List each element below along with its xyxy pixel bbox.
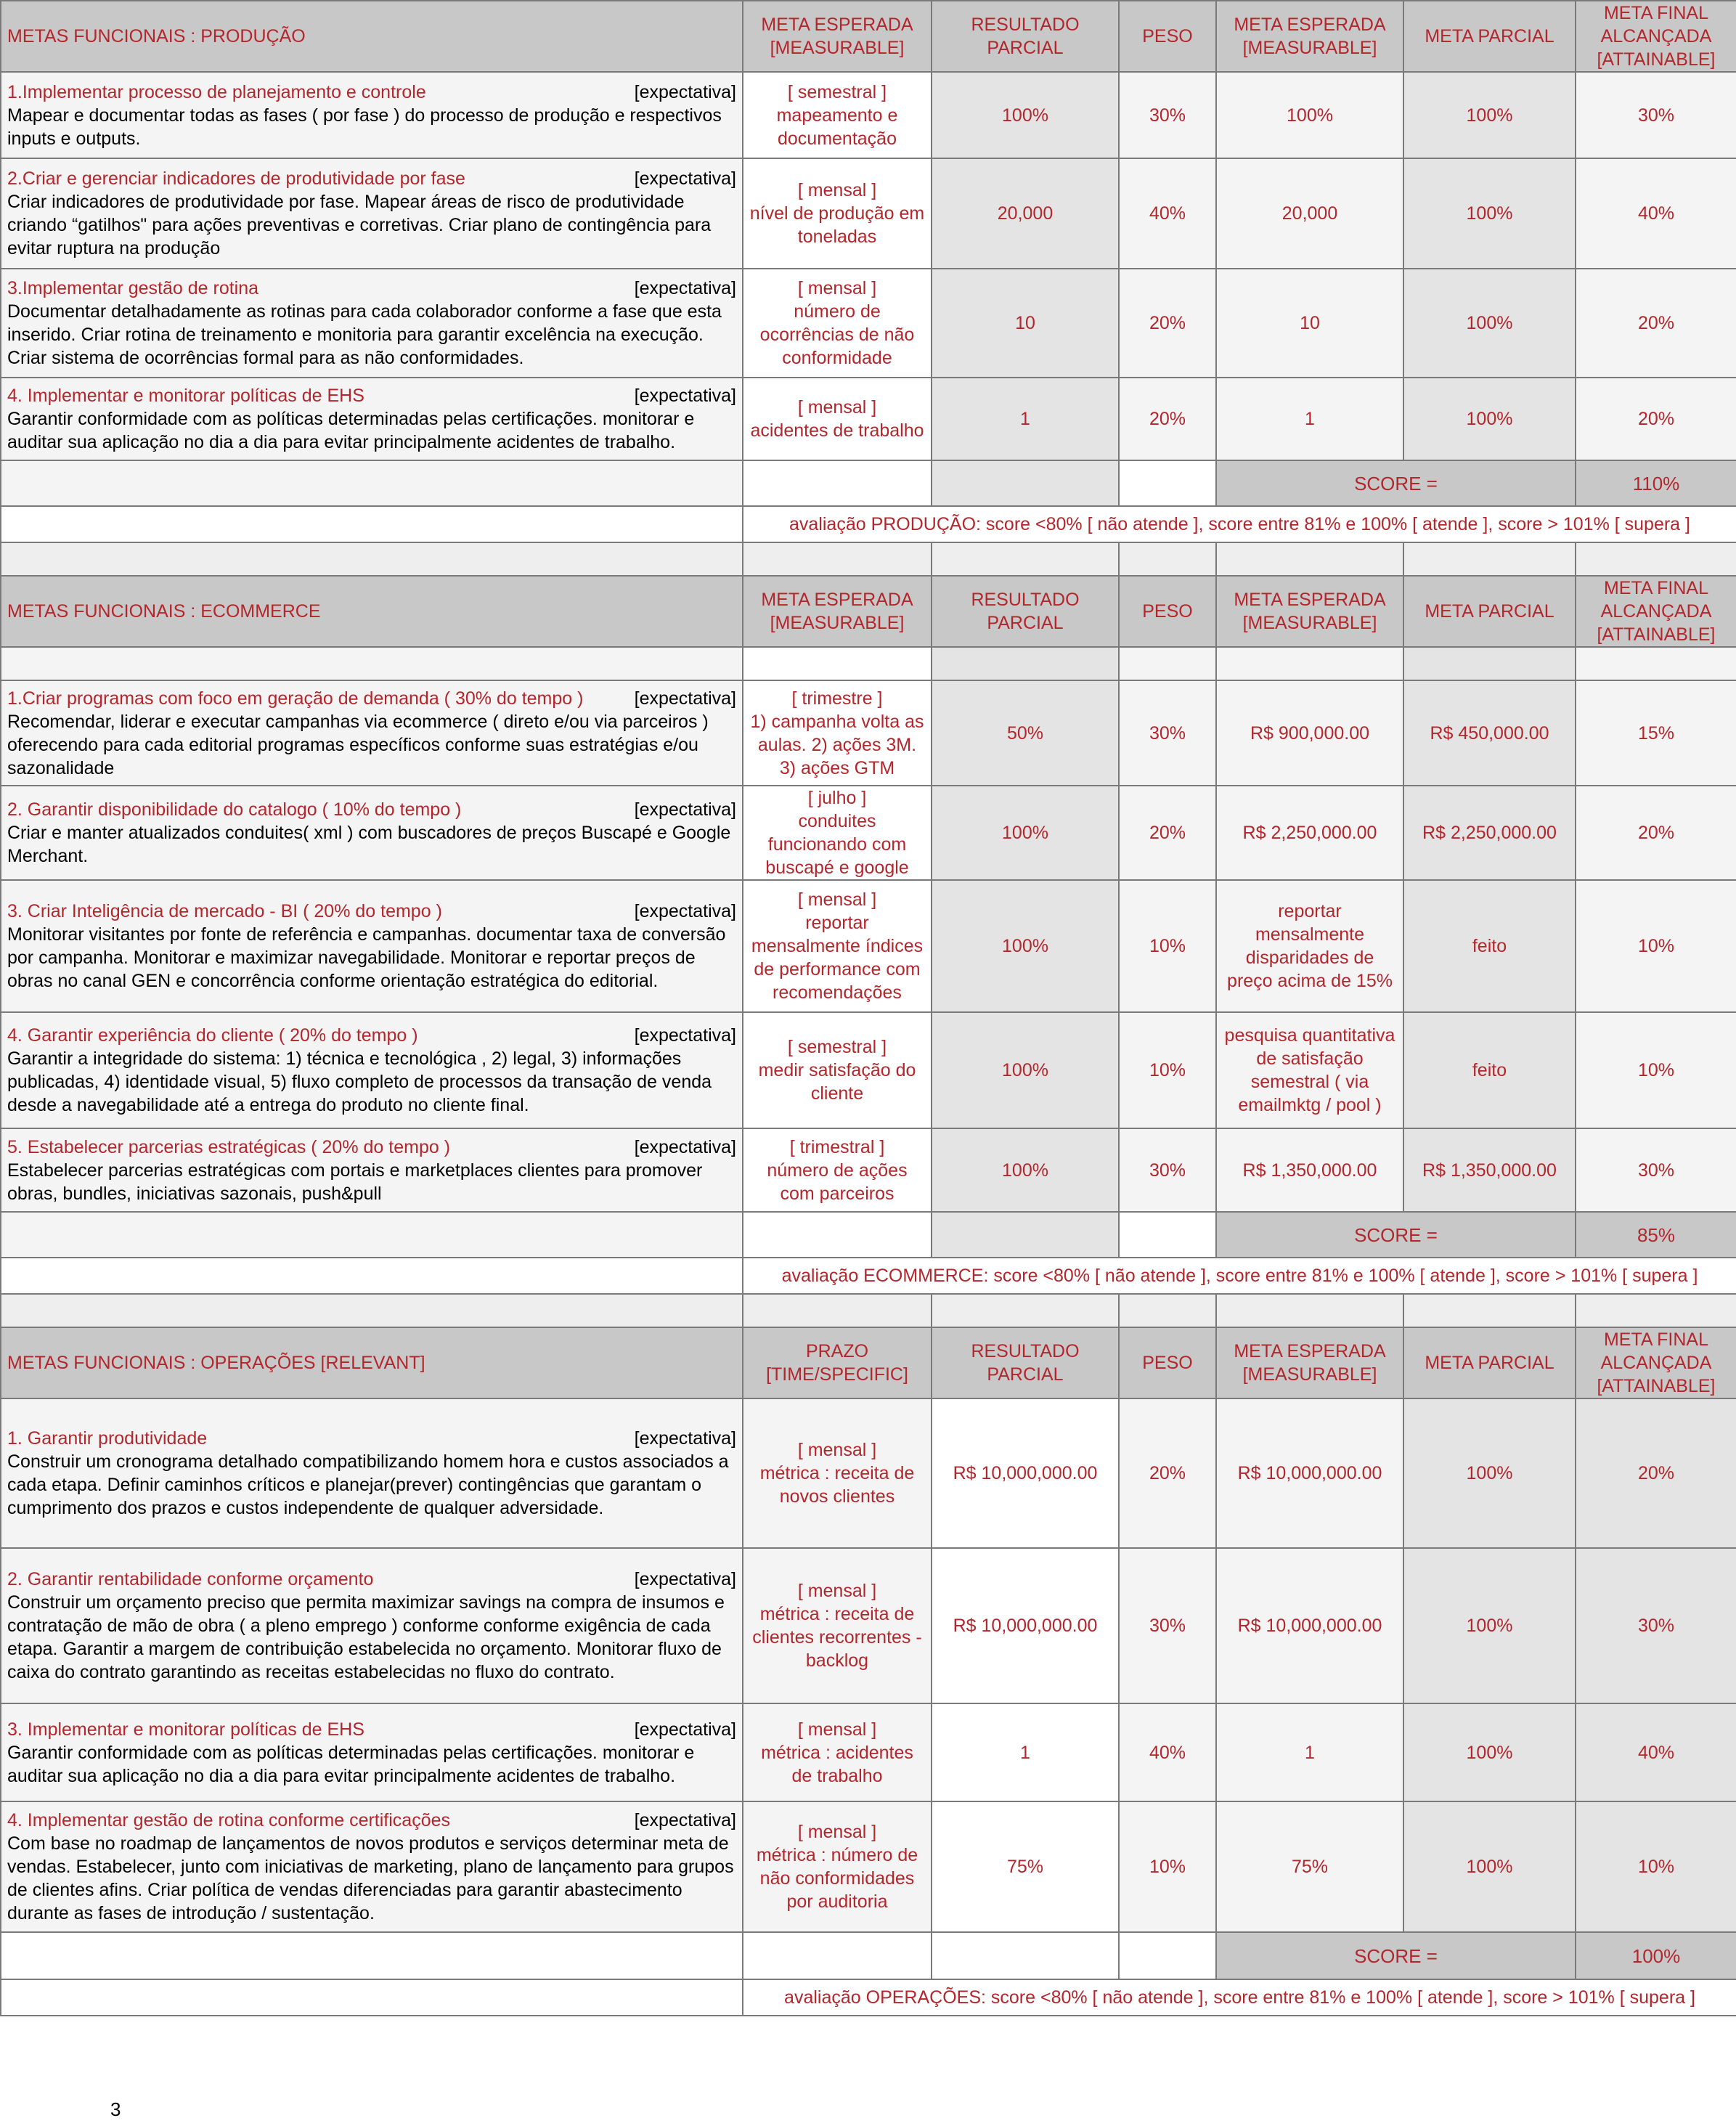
col-meta-esperada: META ESPERADA [MEASURABLE] bbox=[743, 576, 932, 647]
blank-cell bbox=[1, 460, 743, 506]
meta-esperada-cell: pesquisa quantitativa de satisfação semestral ( via emailmktg / pool ) bbox=[1216, 1012, 1403, 1128]
col-peso: PESO bbox=[1119, 1, 1216, 72]
meta-esperada-cell: R$ 2,250,000.00 bbox=[1216, 786, 1403, 880]
table-row bbox=[1, 1128, 1736, 1212]
peso-cell: 10% bbox=[1119, 1801, 1216, 1932]
resultado-cell: 100% bbox=[932, 880, 1119, 1012]
resultado-cell: 20,000 bbox=[932, 158, 1119, 269]
meta-parcial-cell: 100% bbox=[1403, 1548, 1576, 1703]
spacer-row bbox=[1, 542, 1736, 576]
goal-cell: 2.Criar e gerenciar indicadores de produtividade por fase [expectativa] Criar indicadores de produtividade por fase. Mapear áreas de risco de produtividade criando “gatilhos" para ações preventivas e corretivas. Criar plano de contingência para evitar ruptura na produção bbox=[1, 158, 743, 269]
score-row bbox=[1, 1212, 1736, 1258]
meta-esperada-cell: R$ 900,000.00 bbox=[1216, 680, 1403, 786]
resultado-cell: 100% bbox=[932, 1012, 1119, 1128]
col-peso: PESO bbox=[1119, 576, 1216, 647]
meta-final-cell: 20% bbox=[1576, 269, 1736, 378]
peso-cell: 20% bbox=[1119, 1398, 1216, 1548]
meta-final-cell: 30% bbox=[1576, 72, 1736, 158]
blank-cell bbox=[1403, 1294, 1576, 1327]
meta-parcial-cell: 100% bbox=[1403, 1703, 1576, 1801]
blank-cell bbox=[1, 1294, 743, 1327]
peso-cell: 30% bbox=[1119, 1128, 1216, 1212]
col-meta-parcial: META PARCIAL bbox=[1403, 576, 1576, 647]
blank-cell bbox=[1, 506, 743, 542]
table-row bbox=[1, 269, 1736, 378]
blank-cell bbox=[743, 647, 932, 680]
blank-cell bbox=[1, 542, 743, 576]
goal-cell: 3.Implementar gestão de rotina [expectativa] Documentar detalhadamente as rotinas para cada colaborador conforme a fase que esta inserido. Criar rotina de treinamento e monitoria para garantir excelência na execução. Criar sistema de ocorrências formal para as não conformidades. bbox=[1, 269, 743, 378]
meta-final-cell: 30% bbox=[1576, 1548, 1736, 1703]
table-row bbox=[1, 1548, 1736, 1703]
peso-cell: 20% bbox=[1119, 378, 1216, 460]
meta-final-cell: 10% bbox=[1576, 880, 1736, 1012]
blank-cell bbox=[1216, 1294, 1403, 1327]
meta-final-cell: 20% bbox=[1576, 378, 1736, 460]
meta-esperada-cell: 100% bbox=[1216, 72, 1403, 158]
goal-cell: 4. Implementar gestão de rotina conforme certificações [expectativa] Com base no roadmap de lançamentos de novos produtos e serviços determinar meta de vendas. Estabelecer, junto com iniciativas de marketing, plano de lançamento para grupos de clientes afins. Criar política de vendas diferenciadas para garantir abastecimento durante as fases de introdução / sustentação. bbox=[1, 1801, 743, 1932]
meta-parcial-cell: R$ 450,000.00 bbox=[1403, 680, 1576, 786]
table-row bbox=[1, 1703, 1736, 1801]
col-prazo: PRAZO [TIME/SPECIFIC] bbox=[743, 1327, 932, 1398]
blank-cell bbox=[1, 1932, 743, 1979]
meta-esperada-cell: R$ 10,000,000.00 bbox=[1216, 1548, 1403, 1703]
measure-cell: [ mensal ] acidentes de trabalho bbox=[743, 378, 932, 460]
peso-cell: 10% bbox=[1119, 880, 1216, 1012]
table-row bbox=[1, 680, 1736, 786]
resultado-cell: 100% bbox=[932, 786, 1119, 880]
blank-cell bbox=[932, 647, 1119, 680]
spacer-row bbox=[1, 1294, 1736, 1327]
score-row bbox=[1, 460, 1736, 506]
meta-esperada-cell: 1 bbox=[1216, 378, 1403, 460]
score-label: SCORE = bbox=[1216, 1932, 1576, 1979]
table-row bbox=[1, 1398, 1736, 1548]
peso-cell: 30% bbox=[1119, 72, 1216, 158]
meta-esperada-cell: reportar mensalmente disparidades de preço acima de 15% bbox=[1216, 880, 1403, 1012]
meta-parcial-cell: 100% bbox=[1403, 1801, 1576, 1932]
section-header-ecommerce bbox=[1, 576, 1736, 647]
evaluation-row bbox=[1, 1258, 1736, 1294]
meta-final-cell: 10% bbox=[1576, 1012, 1736, 1128]
measure-cell: [ semestral ] medir satisfação do cliente bbox=[743, 1012, 932, 1128]
blank-cell bbox=[1576, 647, 1736, 680]
blank-cell bbox=[1576, 1294, 1736, 1327]
measure-cell: [ trimestre ] 1) campanha volta as aulas. 2) ações 3M. 3) ações GTM bbox=[743, 680, 932, 786]
meta-parcial-cell: 100% bbox=[1403, 1398, 1576, 1548]
meta-final-cell: 40% bbox=[1576, 1703, 1736, 1801]
measure-cell: [ mensal ] métrica : número de não conformidades por auditoria bbox=[743, 1801, 932, 1932]
measure-cell: [ mensal ] métrica : receita de clientes recorrentes - backlog bbox=[743, 1548, 932, 1703]
meta-esperada-cell: 20,000 bbox=[1216, 158, 1403, 269]
resultado-cell: 50% bbox=[932, 680, 1119, 786]
blank-cell bbox=[743, 460, 932, 506]
goal-cell: 2. Garantir rentabilidade conforme orçamento [expectativa] Construir um orçamento preciso que permita maximizar savings na compra de insumos e contratação de mão de obra ( a pleno emprego ) conforme conforme exigência de cada etapa. Garantir a margem de contribuição estabelecida no orçamento. Monitorar fluxo de caixa do contrato garantindo as receitas estabelecidas no fluxo do contrato. bbox=[1, 1548, 743, 1703]
measure-cell: [ mensal ] reportar mensalmente índices de performance com recomendações bbox=[743, 880, 932, 1012]
evaluation-text: avaliação ECOMMERCE: score <80% [ não atende ], score entre 81% e 100% [ atende ], score > 101% [ supera ] bbox=[743, 1258, 1736, 1294]
table-row bbox=[1, 158, 1736, 269]
resultado-cell: 1 bbox=[932, 378, 1119, 460]
meta-parcial-cell: feito bbox=[1403, 880, 1576, 1012]
blank-cell bbox=[1119, 647, 1216, 680]
col-resultado-parcial: RESULTADO PARCIAL bbox=[932, 1327, 1119, 1398]
resultado-cell: 10 bbox=[932, 269, 1119, 378]
section-header-operacoes bbox=[1, 1327, 1736, 1398]
blank-cell bbox=[1119, 1212, 1216, 1258]
blank-cell bbox=[1216, 542, 1403, 576]
goal-cell: 3. Criar Inteligência de mercado - BI ( 20% do tempo ) [expectativa] Monitorar visitantes por fonte de referência e campanhas. documentar taxa de conversão por campanha. Monitorar e maximizar navegabilidade. Monitorar e reportar preços de obras no canal GEN e concorrência conforme orientação estratégica do editorial. bbox=[1, 880, 743, 1012]
table-row bbox=[1, 880, 1736, 1012]
blank-cell bbox=[743, 1294, 932, 1327]
blank-cell bbox=[1403, 647, 1576, 680]
goal-cell: 1. Garantir produtividade [expectativa] Construir um cronograma detalhado compatibilizando homem hora e custos associados a cada etapa. Definir caminhos críticos e planejar(prever) contingências que garantam o cumprimento dos prazos e custos independente de qualquer adversidade. bbox=[1, 1398, 743, 1548]
measure-cell: [ mensal ] nível de produção em toneladas bbox=[743, 158, 932, 269]
blank-cell bbox=[1, 1212, 743, 1258]
col-meta-final: META FINAL ALCANÇADA [ATTAINABLE] bbox=[1576, 1, 1736, 72]
evaluation-row bbox=[1, 506, 1736, 542]
goal-cell: 4. Implementar e monitorar políticas de EHS [expectativa] Garantir conformidade com as políticas determinadas pelas certificações. monitorar e auditar sua aplicação no dia a dia para evitar principalmente acidentes de trabalho. bbox=[1, 378, 743, 460]
table-row bbox=[1, 1012, 1736, 1128]
blank-cell bbox=[1119, 1932, 1216, 1979]
peso-cell: 10% bbox=[1119, 1012, 1216, 1128]
score-label: SCORE = bbox=[1216, 1212, 1576, 1258]
blank-cell bbox=[1119, 460, 1216, 506]
blank-cell bbox=[1119, 542, 1216, 576]
meta-esperada-cell: 10 bbox=[1216, 269, 1403, 378]
blank-cell bbox=[743, 1212, 932, 1258]
blank-cell bbox=[1, 647, 743, 680]
meta-final-cell: 20% bbox=[1576, 1398, 1736, 1548]
peso-cell: 20% bbox=[1119, 786, 1216, 880]
meta-parcial-cell: 100% bbox=[1403, 269, 1576, 378]
evaluation-text: avaliação OPERAÇÕES: score <80% [ não atende ], score entre 81% e 100% [ atende ], score > 101% [ supera ] bbox=[743, 1979, 1736, 2016]
measure-cell: [ mensal ] número de ocorrências de não conformidade bbox=[743, 269, 932, 378]
blank-cell bbox=[932, 1294, 1119, 1327]
meta-parcial-cell: R$ 1,350,000.00 bbox=[1403, 1128, 1576, 1212]
resultado-cell: 100% bbox=[932, 72, 1119, 158]
measure-cell: [ semestral ] mapeamento e documentação bbox=[743, 72, 932, 158]
peso-cell: 40% bbox=[1119, 158, 1216, 269]
blank-cell bbox=[932, 460, 1119, 506]
col-meta-parcial: META PARCIAL bbox=[1403, 1, 1576, 72]
evaluation-row bbox=[1, 1979, 1736, 2016]
measure-cell: [ julho ] conduites funcionando com buscapé e google bbox=[743, 786, 932, 880]
blank-cell bbox=[932, 1932, 1119, 1979]
meta-parcial-cell: R$ 2,250,000.00 bbox=[1403, 786, 1576, 880]
score-label: SCORE = bbox=[1216, 460, 1576, 506]
col-meta-esperada-2: META ESPERADA [MEASURABLE] bbox=[1216, 576, 1403, 647]
goal-cell: 2. Garantir disponibilidade do catalogo ( 10% do tempo ) [expectativa] Criar e manter atualizados conduites( xml ) com buscadores de preços Buscapé e Google Merchant. bbox=[1, 786, 743, 880]
col-peso: PESO bbox=[1119, 1327, 1216, 1398]
meta-final-cell: 30% bbox=[1576, 1128, 1736, 1212]
resultado-cell: 1 bbox=[932, 1703, 1119, 1801]
col-meta-esperada-2: META ESPERADA [MEASURABLE] bbox=[1216, 1, 1403, 72]
col-resultado-parcial: RESULTADO PARCIAL bbox=[932, 576, 1119, 647]
resultado-cell: 75% bbox=[932, 1801, 1119, 1932]
blank-cell bbox=[932, 1212, 1119, 1258]
col-meta-final: META FINAL ALCANÇADA [ATTAINABLE] bbox=[1576, 576, 1736, 647]
blank-cell bbox=[1119, 1294, 1216, 1327]
blank-cell bbox=[932, 542, 1119, 576]
resultado-cell: R$ 10,000,000.00 bbox=[932, 1398, 1119, 1548]
measure-cell: [ mensal ] métrica : acidentes de trabalho bbox=[743, 1703, 932, 1801]
col-meta-esperada-2: META ESPERADA [MEASURABLE] bbox=[1216, 1327, 1403, 1398]
blank-cell bbox=[743, 542, 932, 576]
col-resultado-parcial: RESULTADO PARCIAL bbox=[932, 1, 1119, 72]
col-meta-esperada: META ESPERADA [MEASURABLE] bbox=[743, 1, 932, 72]
section-title: METAS FUNCIONAIS : OPERAÇÕES [RELEVANT] bbox=[1, 1327, 743, 1398]
resultado-cell: R$ 10,000,000.00 bbox=[932, 1548, 1119, 1703]
meta-final-cell: 10% bbox=[1576, 1801, 1736, 1932]
peso-cell: 40% bbox=[1119, 1703, 1216, 1801]
meta-final-cell: 40% bbox=[1576, 158, 1736, 269]
peso-cell: 30% bbox=[1119, 680, 1216, 786]
meta-parcial-cell: 100% bbox=[1403, 72, 1576, 158]
section-title: METAS FUNCIONAIS : PRODUÇÃO bbox=[1, 1, 743, 72]
meta-final-cell: 20% bbox=[1576, 786, 1736, 880]
measure-cell: [ mensal ] métrica : receita de novos clientes bbox=[743, 1398, 932, 1548]
meta-esperada-cell: R$ 10,000,000.00 bbox=[1216, 1398, 1403, 1548]
peso-cell: 20% bbox=[1119, 269, 1216, 378]
goal-cell: 4. Garantir experiência do cliente ( 20% do tempo ) [expectativa] Garantir a integridade do sistema: 1) técnica e tecnológica , 2) legal, 3) informações publicadas, 4) identidade visual, 5) fluxo completo de processos da transação de venda desde a navegabilidade até a entrega do produto no cliente final. bbox=[1, 1012, 743, 1128]
blank-cell bbox=[1216, 647, 1403, 680]
section-header-producao bbox=[1, 1, 1736, 72]
meta-final-cell: 15% bbox=[1576, 680, 1736, 786]
table-row bbox=[1, 786, 1736, 880]
blank-cell bbox=[1, 1979, 743, 2016]
measure-cell: [ trimestral ] número de ações com parceiros bbox=[743, 1128, 932, 1212]
meta-esperada-cell: 1 bbox=[1216, 1703, 1403, 1801]
goal-cell: 1.Implementar processo de planejamento e controle [expectativa] Mapear e documentar todas as fases ( por fase ) do processo de produção e respectivos inputs e outputs. bbox=[1, 72, 743, 158]
meta-parcial-cell: 100% bbox=[1403, 158, 1576, 269]
col-meta-parcial: META PARCIAL bbox=[1403, 1327, 1576, 1398]
table-row bbox=[1, 1801, 1736, 1932]
score-value: 85% bbox=[1576, 1212, 1736, 1258]
evaluation-text: avaliação PRODUÇÃO: score <80% [ não atende ], score entre 81% e 100% [ atende ], score > 101% [ supera ] bbox=[743, 506, 1736, 542]
goal-cell: 1.Criar programas com foco em geração de demanda ( 30% do tempo ) [expectativa] Recomendar, liderar e executar campanhas via ecommerce ( direto e/ou via parceiros ) oferecendo para cada editorial programas específicos conforme suas estratégias e/ou sazonalidade bbox=[1, 680, 743, 786]
col-meta-final: META FINAL ALCANÇADA [ATTAINABLE] bbox=[1576, 1327, 1736, 1398]
meta-esperada-cell: R$ 1,350,000.00 bbox=[1216, 1128, 1403, 1212]
meta-parcial-cell: feito bbox=[1403, 1012, 1576, 1128]
spacer-row bbox=[1, 647, 1736, 680]
meta-parcial-cell: 100% bbox=[1403, 378, 1576, 460]
blank-cell bbox=[1576, 542, 1736, 576]
resultado-cell: 100% bbox=[932, 1128, 1119, 1212]
score-value: 110% bbox=[1576, 460, 1736, 506]
blank-cell bbox=[1403, 542, 1576, 576]
section-title: METAS FUNCIONAIS : ECOMMERCE bbox=[1, 576, 743, 647]
blank-cell bbox=[1, 1258, 743, 1294]
peso-cell: 30% bbox=[1119, 1548, 1216, 1703]
meta-esperada-cell: 75% bbox=[1216, 1801, 1403, 1932]
blank-cell bbox=[743, 1932, 932, 1979]
score-row bbox=[1, 1932, 1736, 1979]
goal-cell: 5. Estabelecer parcerias estratégicas ( 20% do tempo ) [expectativa] Estabelecer parcerias estratégicas com portais e marketplaces clientes para promover obras, bundles, iniciativas sazonais, push&pull bbox=[1, 1128, 743, 1212]
page-number: 3 bbox=[110, 2098, 121, 2120]
table-row bbox=[1, 72, 1736, 158]
table-row bbox=[1, 378, 1736, 460]
goal-cell: 3. Implementar e monitorar políticas de EHS [expectativa] Garantir conformidade com as políticas determinadas pelas certificações. monitorar e auditar sua aplicação no dia a dia para evitar principalmente acidentes de trabalho. bbox=[1, 1703, 743, 1801]
score-value: 100% bbox=[1576, 1932, 1736, 1979]
